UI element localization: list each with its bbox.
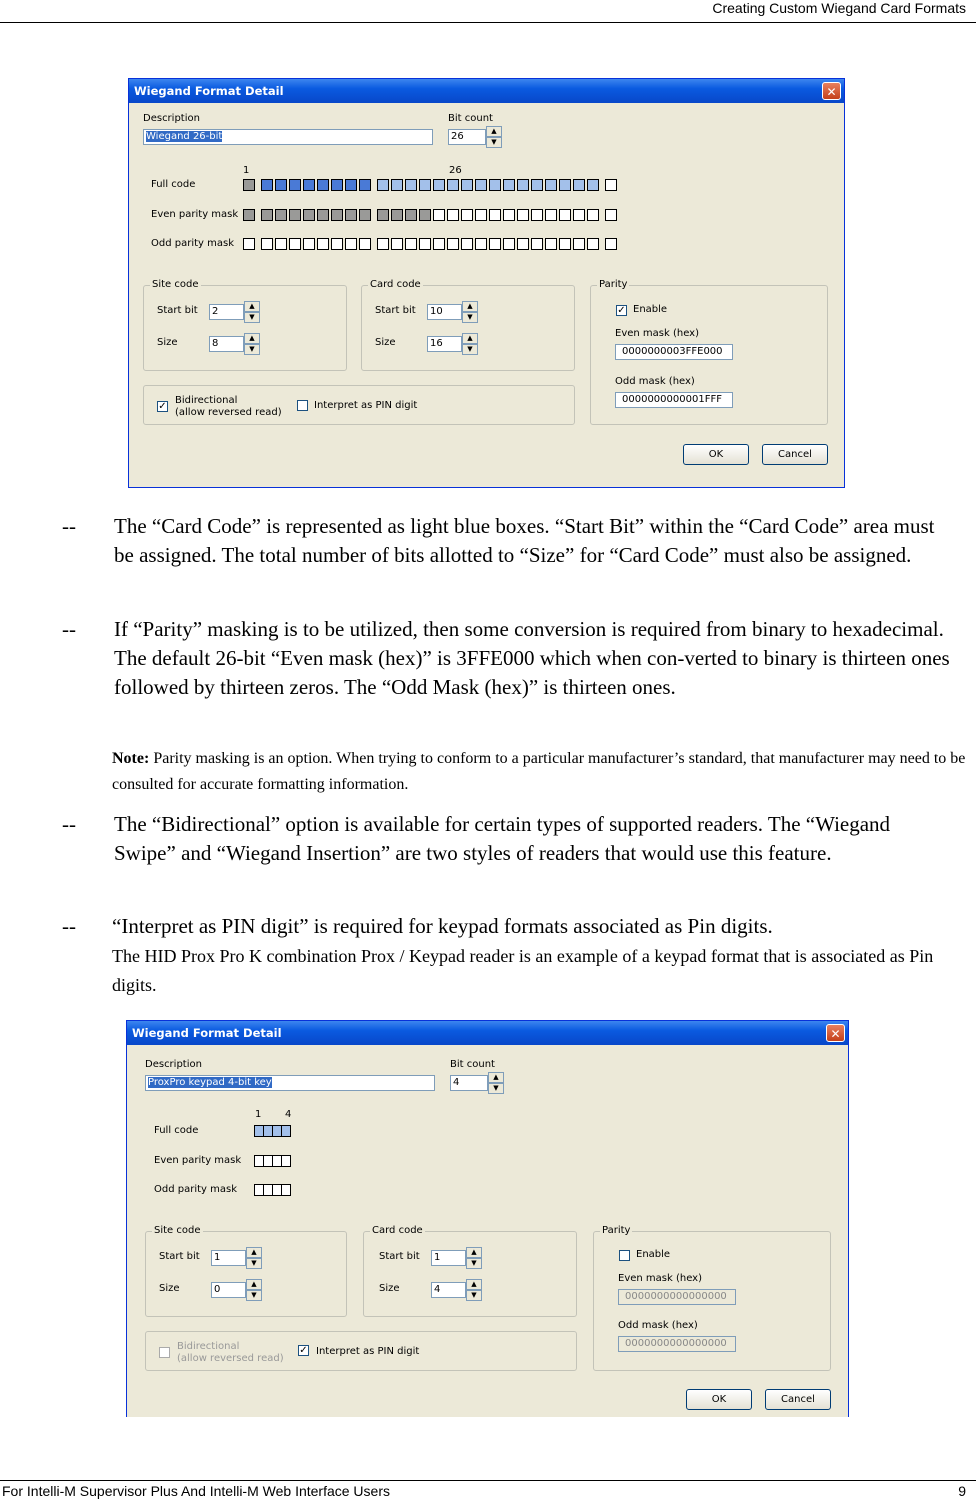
bidirectional-sublabel: (allow reversed read): [177, 1353, 284, 1364]
site-start-bit-label: Start bit: [159, 1251, 200, 1262]
bit-box: [261, 179, 273, 191]
spin-up-icon[interactable]: ▲: [486, 126, 502, 137]
site-start-bit-label: Start bit: [157, 305, 198, 316]
bit-count-label: Bit count: [450, 1059, 495, 1070]
spin-up-icon[interactable]: ▲: [462, 301, 478, 312]
bit-box: [243, 238, 255, 250]
page-header-title: Creating Custom Wiegand Card Formats: [712, 0, 966, 16]
bit-box: [531, 209, 543, 221]
bit-box: [419, 238, 431, 250]
pin-digit-checkbox[interactable]: [297, 400, 308, 411]
spin-up-icon[interactable]: ▲: [466, 1279, 482, 1290]
bit-box: [289, 209, 301, 221]
card-size-spinner[interactable]: [462, 333, 478, 355]
card-start-bit-spinner[interactable]: [462, 301, 478, 323]
wiegand-format-dialog-4bit: [126, 1020, 849, 1417]
parity-enable-label: Enable: [633, 304, 668, 315]
full-code-bits: [243, 179, 617, 191]
wiegand-format-dialog-26bit: [128, 78, 845, 488]
bit-box: [531, 179, 543, 191]
bit-box: [503, 238, 515, 250]
pin-digit-label: Interpret as PIN digit: [314, 400, 418, 411]
site-size-spinner[interactable]: [244, 333, 260, 355]
bit-box: [345, 209, 357, 221]
bit-first-label: 1: [255, 1109, 262, 1120]
bidirectional-paragraph: The “Bidirectional” option is available for certain types of supported readers. The “Wiegand Swipe” and “Wiegand Insertion” are two styles of readers that would use this feature.: [114, 812, 891, 865]
pin-digit-checkbox[interactable]: ✓: [299, 1345, 308, 1356]
note-paragraph: [112, 746, 972, 798]
bit-box: [517, 179, 529, 191]
odd-mask-label: Odd mask (hex): [615, 376, 695, 387]
note-label: Note:: [112, 750, 150, 767]
bit-count-input[interactable]: 4: [450, 1075, 488, 1091]
bit-box: [489, 179, 501, 191]
footer-rule: [0, 1480, 976, 1481]
dialog-title-bar[interactable]: [127, 1021, 848, 1045]
bit-box: [531, 238, 543, 250]
site-code-title: Site code: [154, 1225, 201, 1236]
full-code-bits: [254, 1125, 291, 1137]
even-mask-label: Even mask (hex): [615, 328, 699, 339]
odd-parity-mask-label: Odd parity mask: [151, 238, 234, 249]
spin-down-icon[interactable]: ▼: [246, 1290, 262, 1301]
bit-box: [289, 238, 301, 250]
bit-box: [419, 179, 431, 191]
bit-box: [275, 179, 287, 191]
bit-box: [317, 179, 329, 191]
dialog-title: Wiegand Format Detail: [134, 84, 284, 98]
bit-box: [303, 179, 315, 191]
bit-box: [461, 179, 473, 191]
bit-box: [573, 179, 585, 191]
spin-down-icon[interactable]: ▼: [244, 312, 260, 323]
spin-up-icon[interactable]: ▲: [246, 1279, 262, 1290]
bit-box: [605, 179, 617, 191]
header-rule: [0, 22, 976, 23]
card-start-bit-spinner[interactable]: [466, 1247, 482, 1269]
spin-down-icon[interactable]: ▼: [246, 1258, 262, 1269]
bit-box: [587, 179, 599, 191]
bit-box: [503, 179, 515, 191]
bidirectional-label: Bidirectional: [175, 395, 238, 406]
bit-box: [433, 209, 445, 221]
hid-paragraph: The HID Prox Pro K combination Prox / Keypad reader is an example of a keypad format that is associated as Pin digits.: [112, 946, 934, 995]
bit-box: [317, 238, 329, 250]
description-input[interactable]: [145, 1075, 435, 1091]
bit-box: [359, 238, 371, 250]
bit-box: [331, 238, 343, 250]
description-value: Wiegand 26-bit: [146, 131, 223, 142]
bullet-dash: --: [62, 617, 76, 641]
bit-box: [303, 238, 315, 250]
card-code-paragraph: The “Card Code” is represented as light blue boxes. “Start Bit” within the “Card Code” area must be assigned. The total number of bits allotted to “Size” for “Card Code” must also be assigned.: [114, 514, 935, 567]
bit-box: [377, 209, 389, 221]
close-icon[interactable]: ✕: [822, 82, 841, 100]
bit-box: [433, 179, 445, 191]
bullet-dash: --: [62, 514, 76, 538]
parity-title: Parity: [602, 1225, 631, 1236]
site-start-bit-input[interactable]: 1: [211, 1250, 246, 1266]
bit-box: [587, 238, 599, 250]
bit-box: [261, 209, 273, 221]
bit-box: [391, 209, 403, 221]
bit-box: [377, 238, 389, 250]
card-start-bit-label: Start bit: [379, 1251, 420, 1262]
site-start-bit-spinner[interactable]: [246, 1247, 262, 1269]
card-code-title: Card code: [370, 279, 421, 290]
bit-last-label: 26: [449, 165, 462, 176]
bit-box: [447, 238, 459, 250]
cancel-button[interactable]: Cancel: [762, 444, 828, 465]
bit-box: [377, 179, 389, 191]
odd-mask-label: Odd mask (hex): [618, 1320, 698, 1331]
bit-box: [405, 238, 417, 250]
bit-last-label: 4: [285, 1109, 292, 1120]
site-code-group: [145, 1225, 347, 1317]
spin-down-icon[interactable]: ▼: [466, 1258, 482, 1269]
spin-up-icon[interactable]: ▲: [466, 1247, 482, 1258]
bit-box: [489, 238, 501, 250]
parity-enable-checkbox[interactable]: ✓: [617, 305, 626, 316]
site-size-label: Size: [159, 1283, 180, 1294]
even-parity-bits: [254, 1155, 291, 1167]
site-start-bit-spinner[interactable]: [244, 301, 260, 323]
spin-up-icon[interactable]: ▲: [244, 333, 260, 344]
even-mask-input[interactable]: 0000000003FFE000: [615, 344, 733, 360]
parity-group: [593, 1225, 831, 1371]
even-parity-bits: [243, 209, 617, 221]
bit-box: [545, 238, 557, 250]
bit-box: [419, 209, 431, 221]
bidirectional-checkbox[interactable]: [159, 1347, 170, 1358]
dialog-title-bar[interactable]: [129, 79, 844, 103]
bit-box: [559, 238, 571, 250]
description-input[interactable]: [143, 129, 433, 145]
description-label: Description: [143, 113, 200, 124]
bit-box: [275, 209, 287, 221]
bit-box: [461, 238, 473, 250]
bit-count-spinner[interactable]: [488, 1072, 504, 1094]
note-text: Parity masking is an option. When trying to conform to a particular manufacturer’s standard, that manufacturer may need to be consulted for accurate formatting information.: [112, 750, 966, 793]
bit-box: [461, 209, 473, 221]
bullet-dash: --: [62, 812, 76, 836]
site-start-bit-input[interactable]: 2: [209, 304, 244, 320]
odd-parity-bits: [243, 238, 617, 250]
even-parity-mask-label: Even parity mask: [154, 1155, 242, 1166]
spin-down-icon[interactable]: ▼: [244, 344, 260, 355]
bit-box: [391, 179, 403, 191]
bit-box: [559, 179, 571, 191]
bit-box: [275, 238, 287, 250]
site-size-spinner[interactable]: [246, 1279, 262, 1301]
bit-box: [405, 209, 417, 221]
cancel-button[interactable]: Cancel: [765, 1389, 831, 1410]
bit-box: [331, 209, 343, 221]
odd-mask-input[interactable]: 0000000000001FFF: [615, 392, 733, 408]
bullet-dash: --: [62, 914, 76, 938]
bit-box: [243, 209, 255, 221]
card-code-title: Card code: [372, 1225, 423, 1236]
options-group: [145, 1331, 577, 1371]
bit-box: [559, 209, 571, 221]
pin-digit-paragraph: “Interpret as PIN digit” is required for keypad formats associated as Pin digits.: [112, 914, 773, 938]
close-icon[interactable]: ✕: [826, 1024, 845, 1042]
bit-box: [573, 238, 585, 250]
spin-down-icon[interactable]: ▼: [486, 137, 502, 148]
bit-box: [489, 209, 501, 221]
parity-enable-checkbox[interactable]: [619, 1250, 630, 1261]
spin-down-icon[interactable]: ▼: [462, 344, 478, 355]
bit-box: [243, 179, 255, 191]
bit-box: [345, 179, 357, 191]
bit-box: [391, 238, 403, 250]
bit-box: [331, 179, 343, 191]
card-start-bit-input[interactable]: 10: [427, 304, 462, 320]
card-size-spinner[interactable]: [466, 1279, 482, 1301]
bit-count-spinner[interactable]: [486, 126, 502, 148]
site-code-group: [143, 279, 347, 371]
even-mask-label: Even mask (hex): [618, 1273, 702, 1284]
bidirectional-checkbox[interactable]: ✓: [158, 401, 167, 412]
full-code-label: Full code: [151, 179, 196, 190]
dialog-title: Wiegand Format Detail: [132, 1026, 282, 1040]
card-size-input[interactable]: 16: [427, 336, 462, 352]
description-label: Description: [145, 1059, 202, 1070]
parity-group: [590, 279, 828, 425]
parity-paragraph: If “Parity” masking is to be utilized, then some conversion is required from binary to hexadecimal. The default 26-bit “Even mask (hex)” is 3FFE000 which when con-verted to binary is thirteen ones followed by thirteen zeros. The “Odd Mask (hex)” is thirteen ones.: [114, 617, 950, 699]
bit-box: [281, 1125, 291, 1137]
odd-parity-bits: [254, 1184, 291, 1196]
options-group: [143, 385, 575, 425]
site-size-input[interactable]: 8: [209, 336, 244, 352]
bit-box: [545, 209, 557, 221]
pin-digit-label: Interpret as PIN digit: [316, 1346, 420, 1357]
bit-box: [475, 238, 487, 250]
bit-box: [345, 238, 357, 250]
card-size-label: Size: [375, 337, 396, 348]
spin-down-icon[interactable]: ▼: [488, 1083, 504, 1094]
card-size-input[interactable]: 4: [431, 1282, 466, 1298]
bit-box: [503, 209, 515, 221]
spin-down-icon[interactable]: ▼: [462, 312, 478, 323]
spin-up-icon[interactable]: ▲: [462, 333, 478, 344]
spin-up-icon[interactable]: ▲: [488, 1072, 504, 1083]
card-start-bit-input[interactable]: 1: [431, 1250, 466, 1266]
bit-box: [587, 209, 599, 221]
card-start-bit-label: Start bit: [375, 305, 416, 316]
bit-box: [605, 209, 617, 221]
bit-box: [281, 1155, 291, 1167]
bit-box: [517, 209, 529, 221]
bit-box: [359, 209, 371, 221]
bit-box: [573, 209, 585, 221]
bit-box: [405, 179, 417, 191]
spin-down-icon[interactable]: ▼: [466, 1290, 482, 1301]
bit-box: [317, 209, 329, 221]
footer-text: For Intelli-M Supervisor Plus And Intelli-M Web Interface Users: [2, 1483, 390, 1499]
even-parity-mask-label: Even parity mask: [151, 209, 239, 220]
bit-count-label: Bit count: [448, 113, 493, 124]
bit-box: [545, 179, 557, 191]
parity-title: Parity: [599, 279, 628, 290]
ok-button[interactable]: OK: [683, 444, 749, 465]
bit-box: [517, 238, 529, 250]
description-value: ProxPro keypad 4-bit key: [148, 1077, 272, 1088]
bit-box: [447, 209, 459, 221]
bit-box: [359, 179, 371, 191]
bit-box: [475, 179, 487, 191]
full-code-label: Full code: [154, 1125, 199, 1136]
site-size-label: Size: [157, 337, 178, 348]
bit-box: [289, 179, 301, 191]
card-code-group: [361, 279, 575, 371]
odd-mask-input[interactable]: 0000000000000000: [618, 1336, 736, 1352]
even-mask-input[interactable]: 0000000000000000: [618, 1289, 736, 1305]
bit-box: [605, 238, 617, 250]
parity-enable-label: Enable: [636, 1249, 671, 1260]
bidirectional-label: Bidirectional: [177, 1341, 240, 1352]
bit-box: [261, 238, 273, 250]
site-code-title: Site code: [152, 279, 199, 290]
bit-box: [475, 209, 487, 221]
bit-first-label: 1: [243, 165, 250, 176]
site-size-input[interactable]: 0: [211, 1282, 246, 1298]
bit-box: [433, 238, 445, 250]
bidirectional-sublabel: (allow reversed read): [175, 407, 282, 418]
spin-up-icon[interactable]: ▲: [246, 1247, 262, 1258]
bit-count-input[interactable]: 26: [448, 129, 486, 145]
card-code-group: [363, 1225, 577, 1317]
bit-box: [447, 179, 459, 191]
bit-box: [281, 1184, 291, 1196]
bit-box: [303, 209, 315, 221]
page-number: 9: [958, 1483, 966, 1499]
ok-button[interactable]: OK: [686, 1389, 752, 1410]
card-size-label: Size: [379, 1283, 400, 1294]
odd-parity-mask-label: Odd parity mask: [154, 1184, 237, 1195]
spin-up-icon[interactable]: ▲: [244, 301, 260, 312]
